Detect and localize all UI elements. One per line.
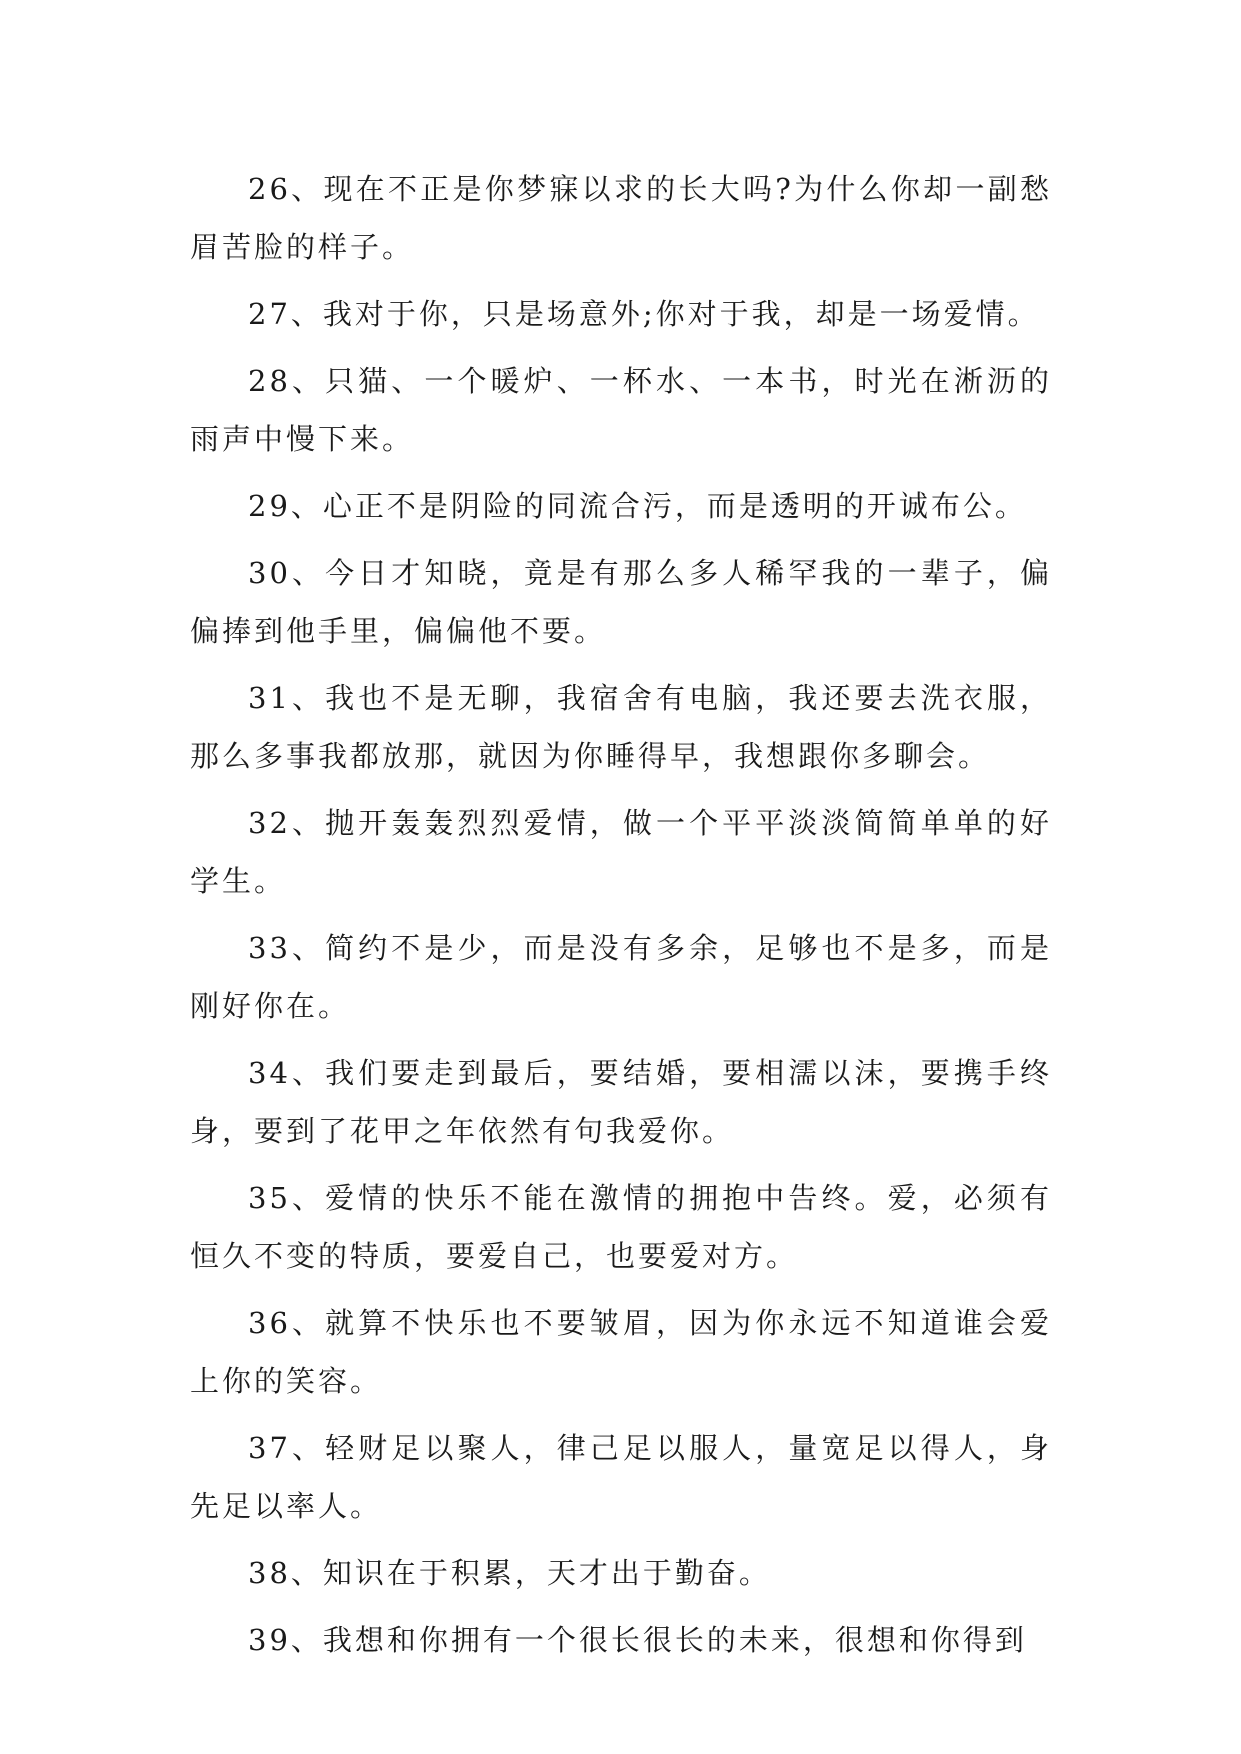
paragraph-36: 36、就算不快乐也不要皱眉，因为你永远不知道谁会爱上你的笑容。 — [190, 1306, 1052, 1398]
paragraph-39: 39、我想和你拥有一个很长很长的未来，很想和你得到 — [248, 1623, 1027, 1657]
paragraph-37: 37、轻财足以聚人，律己足以服人，量宽足以得人，身先足以率人。 — [190, 1431, 1052, 1523]
paragraph-35: 35、爱情的快乐不能在激情的拥抱中告终。爱，必须有恒久不变的特质，要爱自己，也要爱对方。 — [190, 1181, 1052, 1273]
paragraph-29: 29、心正不是阴险的同流合污，而是透明的开诚布公。 — [248, 489, 1027, 523]
paragraph-27: 27、我对于你，只是场意外;你对于我，却是一场爱情。 — [248, 297, 1040, 331]
paragraph-30: 30、今日才知晓，竟是有那么多人稀罕我的一辈子，偏偏捧到他手里，偏偏他不要。 — [190, 556, 1052, 648]
paragraph-26: 26、现在不正是你梦寐以求的长大吗?为什么你却一副愁眉苦脸的样子。 — [190, 172, 1052, 264]
document-body — [190, 160, 1052, 1678]
paragraph-33: 33、简约不是少，而是没有多余，足够也不是多，而是刚好你在。 — [190, 931, 1052, 1023]
paragraph-34: 34、我们要走到最后，要结婚，要相濡以沫，要携手终身，要到了花甲之年依然有句我爱你。 — [190, 1056, 1052, 1148]
paragraph-32: 32、抛开轰轰烈烈爱情，做一个平平淡淡简简单单的好学生。 — [190, 806, 1052, 898]
paragraph-38: 38、知识在于积累，天才出于勤奋。 — [248, 1556, 771, 1590]
paragraph-31: 31、我也不是无聊，我宿舍有电脑，我还要去洗衣服，那么多事我都放那，就因为你睡得早，我想跟你多聊会。 — [190, 681, 1052, 773]
paragraph-28: 28、只猫、一个暖炉、一杯水、一本书，时光在淅沥的雨声中慢下来。 — [190, 364, 1052, 456]
